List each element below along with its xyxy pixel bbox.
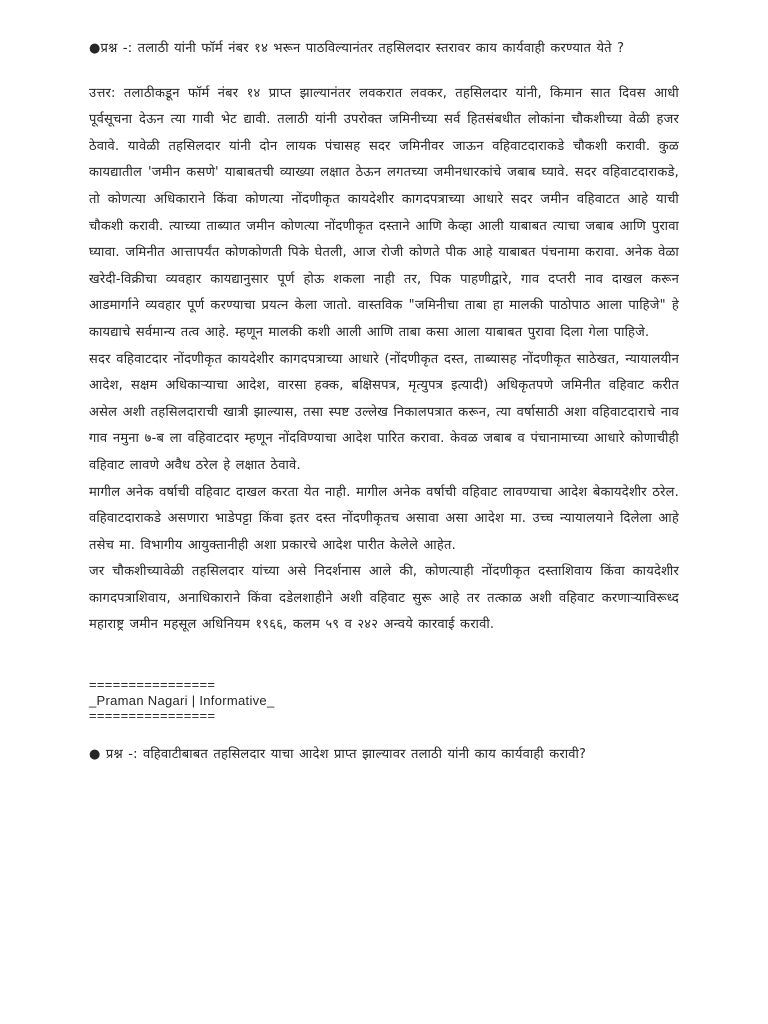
separator-bottom: ================ bbox=[89, 708, 216, 724]
answer-paragraph-1: उत्तर: तलाठीकडून फॉर्म नंबर १४ प्राप्त झाल्यानंतर लवकरात लवकर, तहसिलदार यांनी, किमान सात दिवस आधी पूर्वसूचना देऊन त्या गावी भेट द्यावी. तलाठी यांनी उपरोक्त जमिनीच्या सर्व हितसंबधीत लोकांना चौकशीच्या वेळी हजर ठेवावे. यावेळी तहसिलदार यांनी दोन लायक पंचासह सदर जमिनीवर जाऊन वहिवाटदाराकडे चौकशी करावी. कुळ कायद्यातील 'जमीन कसणे' याबाबतची व्याख्या लक्षात ठेऊन लगतच्या जमीनधारकांचे जबाब घ्यावे. सदर वहिवाटदाराकडे, तो कोणत्या अधिकाराने किंवा कोणत्या नोंदणीकृत कायदेशीर कागदपत्राच्या आधारे सदर जमीन वहिवाटत आहे याची चौकशी करावी. त्याच्या ताब्यात जमीन कोणत्या नोंदणीकृत दस्ताने आणि केव्हा आली याबाबत त्याचा जबाब आणि पुरावा घ्यावा. जमिनीत आत्तापर्यंत कोणकोणती पिके घेतली, आज रोजी कोणते पीक आहे याबाबत पंचनामा करावा. अनेक वेळा खरेदी-विक्रीचा व्यवहार कायद्यानुसार पूर्ण होऊ शकला नाही तर, पिक पाहणीद्वारे, गाव दप्तरी नाव दाखल करून आडमार्गाने व्यवहार पूर्ण करण्याचा प्रयत्न केला जातो. वास्तविक "जमिनीचा ताबा हा मालकी पाठोपाठ आला पाहिजे" हे कायद्याचे सर्वमान्य तत्व आहे. म्हणून मालकी कशी आली आणि ताबा कसा आला याबाबत पुरावा दिला गेला पाहिजे. bbox=[89, 85, 679, 340]
attribution-text: _Praman Nagari | Informative_ bbox=[89, 692, 275, 708]
question-1: ●प्रश्न -: तलाठी यांनी फॉर्म नंबर १४ भरून पाठविल्यानंतर तहसिलदार स्तरावर काय कार्यवाही करण्यात येते ? bbox=[89, 41, 625, 56]
attribution-block bbox=[89, 677, 679, 724]
document-body bbox=[89, 36, 679, 768]
answer-paragraph-4: जर चौकशीच्यावेळी तहसिलदार यांच्या असे निदर्शनास आले की, कोणत्याही नोंदणीकृत दस्ताशिवाय किंवा कायदेशीर कागदपत्राशिवाय, अनाधिकाराने किंवा दडेलशाहीने अशी वहिवाट सुरू आहे तर तत्काळ अशी वहिवाट करणाऱ्याविरूध्द महाराष्ट्र जमीन महसूल अधिनियम १९६६, कलम ५९ व २४२ अन्वये कारवाई करावी. bbox=[89, 564, 679, 633]
answer-paragraph-3: मागील अनेक वर्षाची वहिवाट दाखल करता येत नाही. मागील अनेक वर्षाची वहिवाट लावण्याचा आदेश बेकायदेशीर ठरेल. वहिवाटदाराकडे असणारा भाडेपट्टा किंवा इतर दस्त नोंदणीकृतच असावा असा आदेश मा. उच्च न्यायालयाने दिलेला आहे तसेच मा. विभागीय आयुक्तानीही अशा प्रकारचे आदेश पारीत केलेले आहेत. bbox=[89, 484, 679, 553]
answer-paragraph-2: सदर वहिवाटदार नोंदणीकृत कायदेशीर कागदपत्राच्या आधारे (नोंदणीकृत दस्त, ताब्यासह नोंदणीकृत साठेखत, न्यायालयीन आदेश, सक्षम अधिकाऱ्याचा आदेश, वारसा हक्क, बक्षिसपत्र, मृत्युपत्र इत्यादी) अधिकृतपणे जमिनीत वहिवाट करीत असेल अशी तहसिलदाराची खात्री झाल्यास, तसा स्पष्ट उल्लेख निकालपत्रात करून, त्या वर्षासाठी अशा वहिवाटदाराचे नाव गाव नमुना ७-ब ला वहिवाटदार म्हणून नोंदविण्याचा आदेश पारित करावा. केवळ जबाब व पंचानामाच्या आधारे कोणाचीही वहिवाट लावणे अवैध ठरेल हे लक्षात ठेवावे. bbox=[89, 351, 679, 473]
question-2: ● प्रश्न -: वहिवाटीबाबत तहसिलदार याचा आदेश प्राप्त झाल्यावर तलाठी यांनी काय कार्यवाही करावी? bbox=[89, 746, 587, 762]
separator-top: ================ bbox=[89, 677, 216, 693]
